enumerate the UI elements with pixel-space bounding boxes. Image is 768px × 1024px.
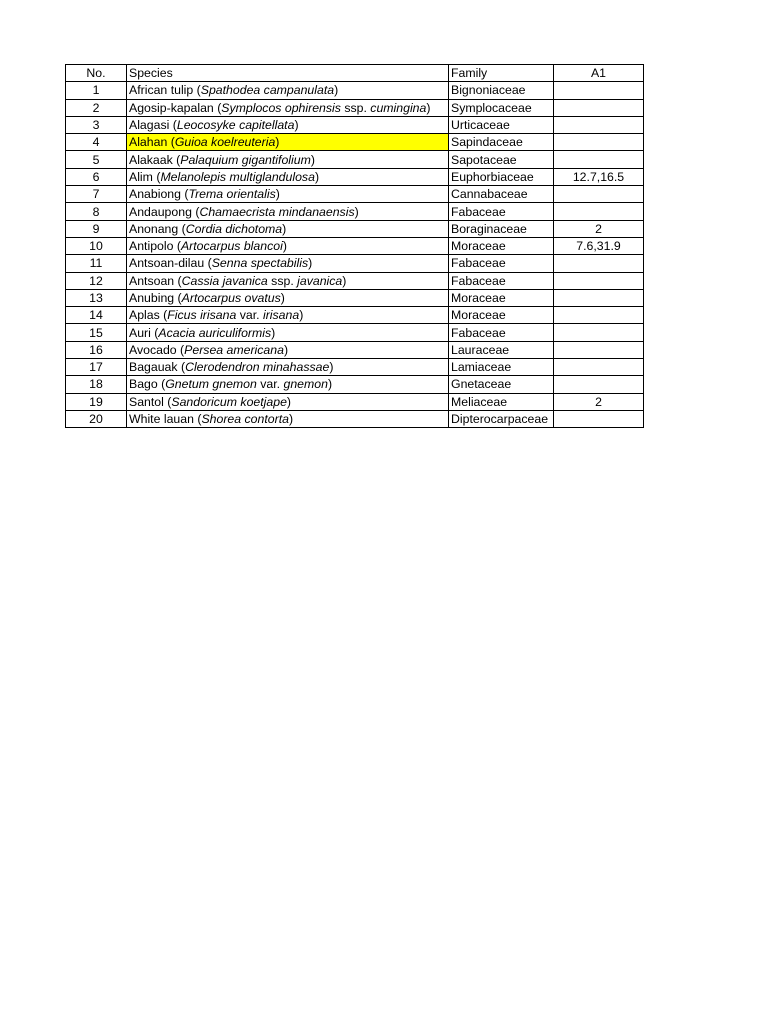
species-common-name: African tulip [129,83,194,98]
cell-species[interactable]: Andaupong (Chamaecrista mindanaensis) [127,203,449,220]
table-row [66,376,644,393]
cell-no[interactable]: 12 [66,272,127,289]
cell-no[interactable]: 9 [66,220,127,237]
cell-a1[interactable] [554,134,644,151]
cell-family[interactable]: Lamiaceae [449,359,554,376]
species-common-name: White lauan [129,412,194,427]
species-scientific-name: Acacia auriculiformis [158,325,272,340]
cell-no[interactable]: 13 [66,289,127,306]
species-rank: ssp. [340,100,371,115]
cell-family[interactable]: Gnetaceae [449,376,554,393]
cell-a1[interactable] [554,99,644,116]
cell-family[interactable]: Bignoniaceae [449,82,554,99]
cell-family[interactable]: Fabaceae [449,272,554,289]
species-common-name: Antipolo [129,239,174,254]
cell-no[interactable]: 7 [66,186,127,203]
cell-family[interactable]: Moraceae [449,307,554,324]
species-common-name: Alim [129,169,153,184]
cell-no[interactable]: 8 [66,203,127,220]
cell-no[interactable]: 20 [66,410,127,427]
cell-family[interactable]: Moraceae [449,237,554,254]
table-row [66,220,644,237]
cell-a1[interactable] [554,410,644,427]
species-scientific-name: Palaquium gigantifolium [180,152,311,167]
table-row [66,203,644,220]
species-rank: var. [236,308,263,323]
cell-no[interactable]: 2 [66,99,127,116]
cell-species[interactable]: African tulip (Spathodea campanulata) [127,82,449,99]
cell-a1[interactable] [554,376,644,393]
cell-family[interactable]: Sapindaceae [449,134,554,151]
species-scientific-name: Ficus irisana [167,308,237,323]
cell-a1[interactable] [554,307,644,324]
table-row [66,324,644,341]
species-scientific-name: Artocarpus ovatus [181,291,281,305]
species-scientific-name: Leocosyke capitellata [176,118,295,133]
species-scientific-name: Symplocos ophirensis [221,100,341,115]
cell-species[interactable]: Antsoan-dilau (Senna spectabilis) [127,255,449,272]
table-row [66,151,644,168]
cell-species[interactable]: Anabiong (Trema orientalis) [127,186,449,203]
species-scientific-name: Guioa koelreuteria [174,135,276,150]
species-common-name: Bago [129,377,158,392]
species-common-name: Andaupong [129,204,192,219]
species-table [65,64,644,428]
table-row [66,341,644,358]
species-infraspecific-name: javanica [297,273,343,288]
cell-species[interactable]: Aplas (Ficus irisana var. irisana) [127,307,449,324]
cell-family[interactable]: Moraceae [449,289,554,306]
table-row [66,168,644,185]
cell-a1[interactable] [554,116,644,133]
species-scientific-name: Sandoricum koetjape [171,394,287,409]
cell-species[interactable]: Alagasi (Leocosyke capitellata) [127,116,449,133]
cell-family[interactable]: Fabaceae [449,203,554,220]
table-row [66,289,644,306]
cell-family[interactable]: Fabaceae [449,324,554,341]
table-row [66,116,644,133]
table-row [66,82,644,99]
cell-no[interactable]: 10 [66,237,127,254]
cell-a1[interactable] [554,341,644,358]
species-common-name: Bagauak [129,360,178,375]
cell-no[interactable]: 5 [66,151,127,168]
cell-a1[interactable] [554,324,644,341]
table-row [66,393,644,410]
cell-species[interactable]: Bagauak (Clerodendron minahassae) [127,359,449,376]
cell-no[interactable]: 19 [66,393,127,410]
species-infraspecific-name: cumingina [370,100,427,115]
header-family[interactable]: Family [449,65,554,82]
table-row [66,237,644,254]
table-row [66,186,644,203]
species-common-name: Antsoan [129,273,175,288]
cell-a1[interactable] [554,82,644,99]
table-row [66,307,644,324]
cell-no[interactable]: 17 [66,359,127,376]
species-scientific-name: Melanolepis multiglandulosa [160,169,315,184]
species-common-name: Anonang [129,221,179,236]
species-common-name: Avocado [129,342,177,357]
species-scientific-name: Persea americana [184,342,284,357]
cell-family[interactable]: Boraginaceae [449,220,554,237]
cell-species[interactable]: Antsoan (Cassia javanica ssp. javanica) [127,272,449,289]
table-row [66,272,644,289]
cell-a1[interactable] [554,186,644,203]
species-common-name: Antsoan-dilau [129,256,205,271]
cell-family[interactable]: Sapotaceae [449,151,554,168]
cell-species[interactable]: Anubing (Artocarpus ovatus) [127,289,449,306]
species-infraspecific-name: gnemon [283,377,328,392]
cell-family[interactable]: Urticaceae [449,116,554,133]
cell-family[interactable]: Fabaceae [449,255,554,272]
cell-a1[interactable]: 2 [554,220,644,237]
cell-species[interactable]: Alim (Melanolepis multiglandulosa) [127,168,449,185]
species-common-name: Santol [129,394,164,409]
cell-species[interactable]: Auri (Acacia auriculiformis) [127,324,449,341]
cell-no[interactable]: 11 [66,255,127,272]
cell-species[interactable]: Anonang (Cordia dichotoma) [127,220,449,237]
species-common-name: Aplas [129,308,160,323]
cell-species[interactable]: Avocado (Persea americana) [127,341,449,358]
species-common-name: Auri [129,325,151,340]
cell-a1[interactable] [554,359,644,376]
species-scientific-name: Artocarpus blancoi [180,239,283,254]
header-row [66,65,644,82]
cell-no[interactable]: 14 [66,307,127,324]
species-common-name: Alagasi [129,118,170,133]
cell-no[interactable]: 18 [66,376,127,393]
species-scientific-name: Gnetum gnemon [165,377,257,392]
species-rank: ssp. [267,273,298,288]
cell-species[interactable]: Antipolo (Artocarpus blancoi) [127,237,449,254]
table-row [66,134,644,151]
cell-a1[interactable] [554,272,644,289]
table-row [66,359,644,376]
species-common-name: Alahan [129,135,168,150]
cell-species[interactable]: Alakaak (Palaquium gigantifolium) [127,151,449,168]
species-rank: var. [256,377,284,392]
species-infraspecific-name: irisana [262,308,300,323]
cell-no[interactable]: 3 [66,116,127,133]
species-scientific-name: Chamaecrista mindanaensis [199,204,355,219]
species-common-name: Anubing [129,291,175,305]
species-scientific-name: Spathodea campanulata [200,83,335,98]
cell-no[interactable]: 6 [66,168,127,185]
cell-family[interactable]: Euphorbiaceae [449,168,554,185]
header-species[interactable]: Species [127,65,449,82]
species-scientific-name: Senna spectabilis [211,256,309,271]
table-row [66,410,644,427]
cell-family[interactable]: Symplocaceae [449,99,554,116]
cell-family[interactable]: Lauraceae [449,341,554,358]
cell-a1[interactable]: 7.6,31.9 [554,237,644,254]
header-no[interactable]: No. [66,65,127,82]
cell-species[interactable]: White lauan (Shorea contorta) [127,410,449,427]
cell-no[interactable]: 1 [66,82,127,99]
cell-a1[interactable] [554,203,644,220]
cell-family[interactable]: Cannabaceae [449,186,554,203]
cell-a1[interactable]: 12.7,16.5 [554,168,644,185]
cell-a1[interactable] [554,255,644,272]
cell-no[interactable]: 16 [66,341,127,358]
cell-species[interactable]: Santol (Sandoricum koetjape) [127,393,449,410]
cell-family[interactable]: Meliaceae [449,393,554,410]
table-row [66,255,644,272]
table-body [66,65,644,428]
species-scientific-name: Cordia dichotoma [185,221,283,236]
cell-species[interactable]: Agosip-kapalan (Symplocos ophirensis ssp. cumingina) [127,99,449,116]
cell-no[interactable]: 15 [66,324,127,341]
header-a1[interactable]: A1 [554,65,644,82]
species-common-name: Alakaak [129,152,173,167]
species-common-name: Agosip-kapalan [129,100,214,115]
cell-species[interactable]: Bago (Gnetum gnemon var. gnemon) [127,376,449,393]
cell-no[interactable]: 4 [66,134,127,151]
cell-a1[interactable] [554,151,644,168]
cell-a1[interactable] [554,289,644,306]
cell-a1[interactable]: 2 [554,393,644,410]
cell-species[interactable]: Alahan (Guioa koelreuteria) [127,134,449,151]
species-scientific-name: Cassia javanica [181,273,268,288]
species-scientific-name: Trema orientalis [188,187,276,202]
species-scientific-name: Shorea contorta [201,412,289,427]
species-scientific-name: Clerodendron minahassae [185,360,330,375]
cell-family[interactable]: Dipterocarpaceae [449,410,554,427]
table-row [66,99,644,116]
spreadsheet [65,64,644,428]
species-common-name: Anabiong [129,187,181,202]
